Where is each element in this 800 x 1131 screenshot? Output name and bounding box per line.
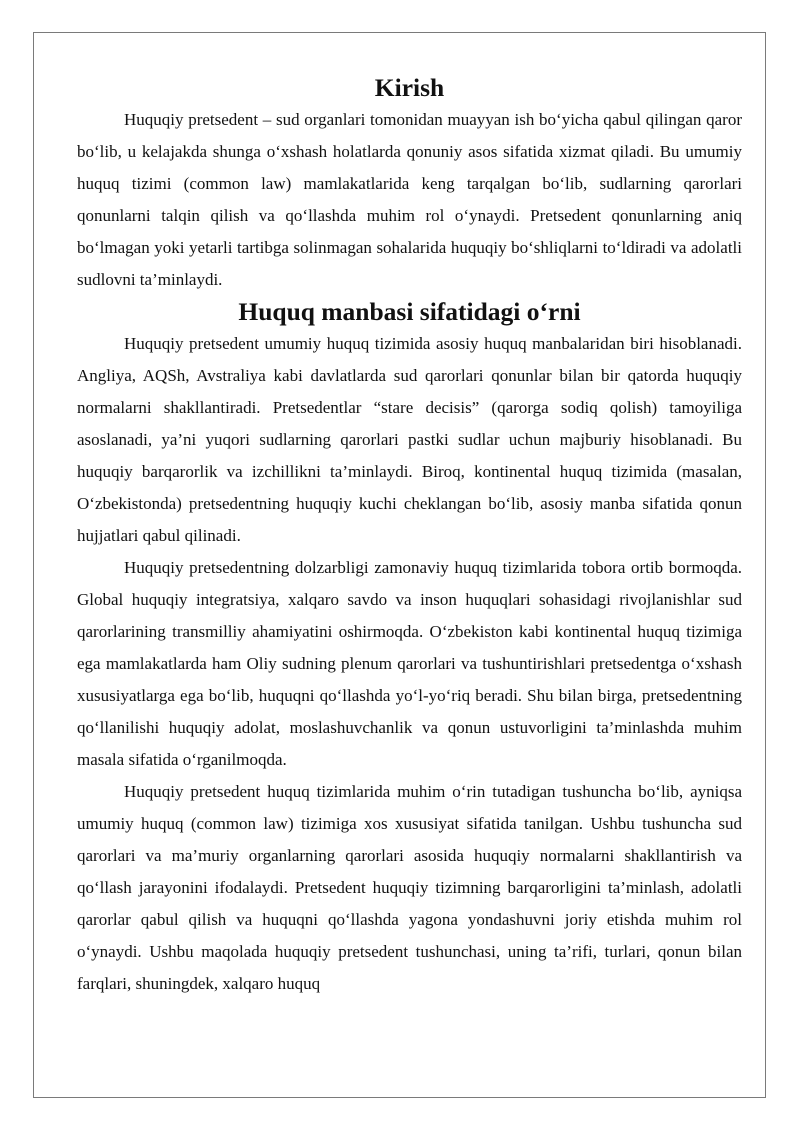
paragraph-intro: Huquqiy pretsedent – sud organlari tomonidan muayyan ish bo‘yicha qabul qilingan qaror bo‘lib, u kelajakda shunga o‘xshash holatlarda qonuniy asos sifatida xizmat qiladi. Bu umumiy huquq tizimi (common law) mamlakatlarida keng tarqalgan bo‘lib, sudlarning qarorlari qonunlarni talqin qilish va qo‘llashda muhim rol o‘ynaydi. Pretsedent qonunlarning aniq bo‘lmagan yoki yetarli tartibga solinmagan sohalarida huquqiy bo‘shliqlarni to‘ldiradi va adolatli sudlovni ta’minlaydi. — [77, 110, 742, 289]
document-body — [77, 72, 742, 1000]
section-heading-kirish: Kirish — [374, 73, 445, 102]
paragraph-legal-source-2: Huquqiy pretsedentning dolzarbligi zamonaviy huquq tizimlarida tobora ortib bormoqda. Global huquqiy integratsiya, xalqaro savdo va inson huquqlari sohasidagi rivojlanishlar sud qarorlarining transmilliy ahamiyatini oshirmoqda. O‘zbekiston kabi kontinental huquq tizimiga ega mamlakatlarda ham Oliy sudning plenum qarorlari va tushuntirishlari pretsedentga o‘xshash xususiyatlarga ega bo‘lib, huquqni qo‘llashda yo‘l-yo‘riq beradi. Shu bilan birga, pretsedentning qo‘llanilishi huquqiy adolat, moslashuvchanlik va qonun ustuvorligini ta’minlashda muhim masala sifatida o‘rganilmoqda. — [77, 558, 742, 769]
section-heading-legal-source: Huquq manbasi sifatidagi o‘rni — [238, 297, 581, 326]
paragraph-legal-source-3: Huquqiy pretsedent huquq tizimlarida muhim o‘rin tutadigan tushuncha bo‘lib, ayniqsa umumiy huquq (common law) tizimiga xos xususiyat sifatida tanilgan. Ushbu tushuncha sud qarorlari va ma’muriy organlarning qarorlari asosida huquqiy normalarni shakllantirish va qo‘llash jarayonini ifodalaydi. Pretsedent huquqiy tizimning barqarorligini ta’minlash, adolatli qarorlar qabul qilish va huquqni qo‘llashda yagona yondashuvni joriy etishda muhim rol o‘ynaydi. Ushbu maqolada huquqiy pretsedent tushunchasi, uning ta’rifi, turlari, qonun bilan farqlari, shuningdek, xalqaro huquq — [77, 782, 742, 993]
paragraph-legal-source-1: Huquqiy pretsedent umumiy huquq tizimida asosiy huquq manbalaridan biri hisoblanadi. Angliya, AQSh, Avstraliya kabi davlatlarda sud qarorlari qonunlar bilan bir qatorda huquqiy normalarni shakllantiradi. Pretsedentlar “stare decisis” (qarorga sodiq qolish) tamoyiliga asoslanadi, ya’ni yuqori sudlarning qarorlari pastki sudlar uchun majburiy hisoblanadi. Bu huquqiy barqarorlik va izchillikni ta’minlaydi. Biroq, kontinental huquq tizimida (masalan, O‘zbekistonda) pretsedentning huquqiy kuchi cheklangan bo‘lib, asosiy manba sifatida qonun hujjatlari qabul qilinadi. — [77, 334, 742, 545]
